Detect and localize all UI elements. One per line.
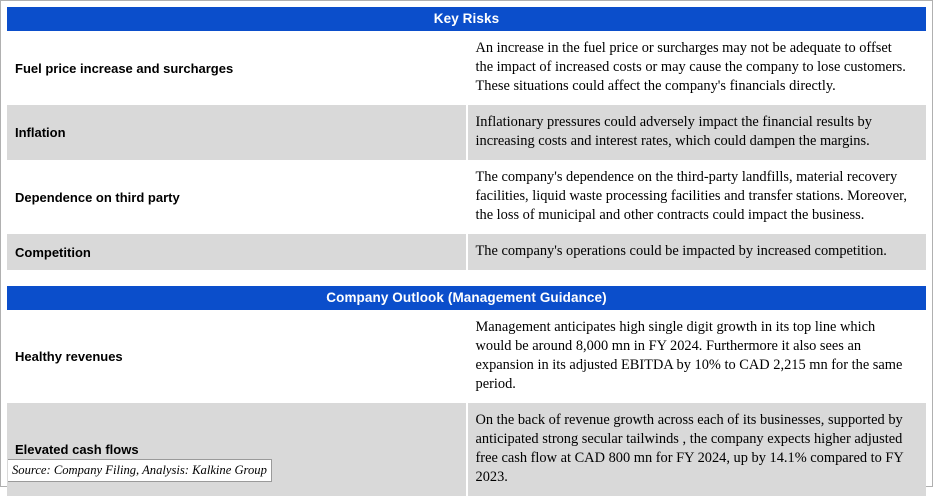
key-risks-header-row [7, 7, 926, 31]
company-outlook-title: Company Outlook (Management Guidance) [7, 286, 926, 310]
risk-description: An increase in the fuel price or surcharges may not be adequate to offset the impact of increased costs or may cause the company to lose customers. These situations could affect the company's financials directly. [467, 31, 927, 105]
table-row [7, 234, 926, 270]
outlook-label: Healthy revenues [7, 310, 467, 403]
risk-description: The company's operations could be impacted by increased competition. [467, 234, 927, 270]
risk-label: Fuel price increase and surcharges [7, 31, 467, 105]
risk-label: Inflation [7, 105, 467, 160]
company-outlook-header-row [7, 286, 926, 310]
outlook-description: Management anticipates high single digit growth in its top line which would be around 8,000 mn in FY 2024. Furthermore it also sees an expansion in its adjusted EBITDA by 10% to CAD 2,215 mn for the same period. [467, 310, 927, 403]
table-row [7, 403, 926, 496]
table-row [7, 105, 926, 160]
section-divider [7, 270, 926, 286]
document-body [1, 1, 932, 496]
risk-label: Competition [7, 234, 467, 270]
key-risks-table [7, 7, 926, 270]
risk-description: Inflationary pressures could adversely impact the financial results by increasing costs and interest rates, which could dampen the margins. [467, 105, 927, 160]
source-note-wrap [7, 453, 272, 482]
risk-description: The company's dependence on the third-party landfills, material recovery facilities, liquid waste processing facilities and transfer stations. Moreover, the loss of municipal and other contracts could impact the business. [467, 160, 927, 234]
outlook-label: Elevated cash flows [7, 403, 467, 496]
risk-label: Dependence on third party [7, 160, 467, 234]
outlook-description: On the back of revenue growth across each of its businesses, supported by anticipated strong secular tailwinds , the company expects higher adjusted free cash flow at CAD 800 mn for FY 2024, up by 14.1% compared to FY 2023. [467, 403, 927, 496]
key-risks-title: Key Risks [7, 7, 926, 31]
source-note: Source: Company Filing, Analysis: Kalkine Group [8, 459, 272, 482]
table-row [7, 31, 926, 105]
table-row [7, 160, 926, 234]
table-row [7, 310, 926, 403]
